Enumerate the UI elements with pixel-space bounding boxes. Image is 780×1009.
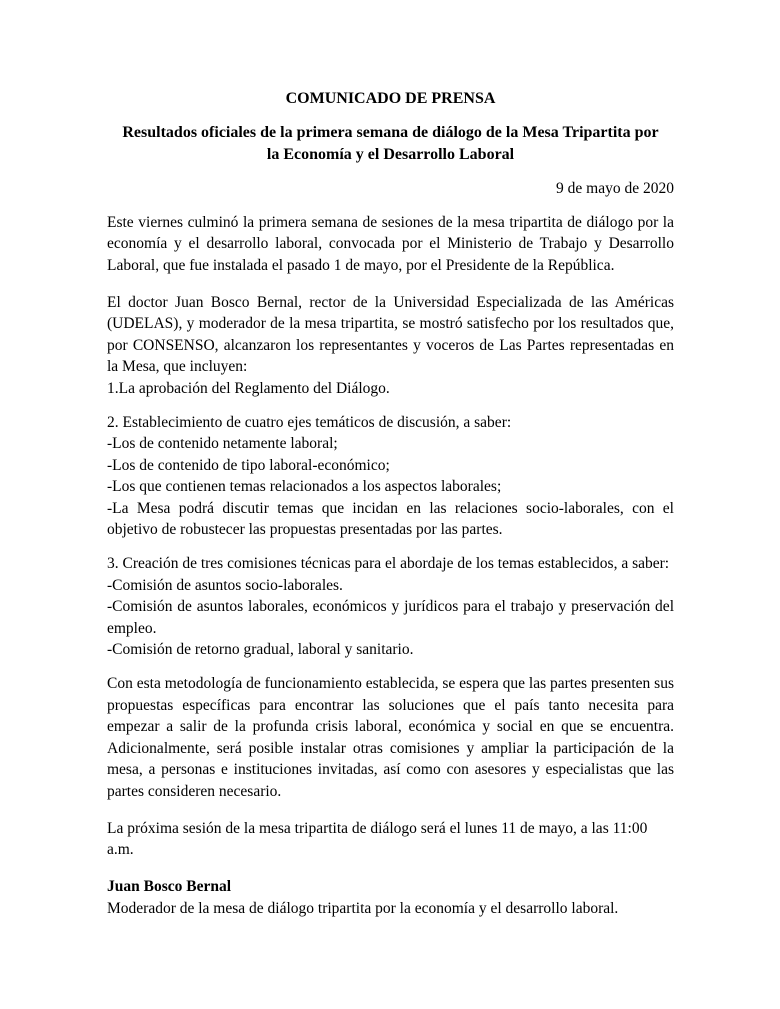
section-3-heading: 3. Creación de tres comisiones técnicas para el abordaje de los temas establecidos, a saber: [107,555,670,572]
paragraph-methodology: Con esta metodología de funcionamiento establecida, se espera que las partes presenten sus propuestas específicas para encontrar las soluciones que el país tanto necesita para empezar a salir de la profunda crisis laboral, económica y social en que se encuentra. Adicionalmente, será posible instalar otras comisiones y ampliar la participación de la mesa, a personas e instituciones invitadas, así como con asesores y especialistas que las partes consideren necesario. [107,675,674,800]
section-3-block [107,553,674,661]
section-2-heading: 2. Establecimiento de cuatro ejes temáticos de discusión, a saber: [107,413,512,431]
subtitle-line-1: Resultados oficiales de la primera semana de diálogo de la Mesa Tripartita por [122,124,659,141]
signature-name: Juan Bosco Bernal [107,878,232,895]
section-3-bullet-1: -Comisión de asuntos socio-laborales. [107,576,343,594]
section-3-bullet-3: -Comisión de retorno gradual, laboral y sanitario. [107,641,414,658]
document-subtitle [107,122,674,165]
section-2-bullet-1: -Los de contenido netamente laboral; [107,435,338,452]
paragraph-moderator: El doctor Juan Bosco Bernal, rector de la Universidad Especializada de las Américas (UDELAS), y moderador de la mesa tripartita, se mostró satisfecho por los resultados que, por CONSENSO, alcanzaron los representantes y voceros de Las Partes representadas en la Mesa, que incluyen: [107,293,674,375]
signature-role: Moderador de la mesa de diálogo tripartita por la economía y el desarrollo laboral. [107,899,619,917]
document-date: 9 de mayo de 2020 [556,179,674,197]
section-2-bullet-4: -La Mesa podrá discutir temas que incidan en las relaciones socio-laborales, con el objetivo de robustecer las propuestas presentadas por las partes. [107,499,674,538]
section-2-bullet-2: -Los de contenido de tipo laboral-económico; [107,456,390,474]
document-title: COMUNICADO DE PRENSA [285,90,496,107]
paragraph-next-session: La próxima sesión de la mesa tripartita de diálogo será el lunes 11 de mayo, a las 11:00 a.m. [107,819,648,858]
paragraph-moderator-block [107,292,674,400]
subtitle-line-2: la Economía y el Desarrollo Laboral [266,145,515,163]
list-item-1: 1.La aprobación del Reglamento del Diálogo. [107,379,390,397]
section-2-bullet-3: -Los que contienen temas relacionados a los aspectos laborales; [107,478,502,495]
signature-block [107,876,674,919]
paragraph-intro: Este viernes culminó la primera semana de sesiones de la mesa tripartita de diálogo por la economía y el desarrollo laboral, convocada por el Ministerio de Trabajo y Desarrollo Laboral, que fue instalada el pasado 1 de mayo, por el Presidente de la República. [107,213,674,274]
section-2-block [107,412,674,541]
section-3-bullet-2: -Comisión de asuntos laborales, económicos y jurídicos para el trabajo y preservación del empleo. [107,598,674,637]
